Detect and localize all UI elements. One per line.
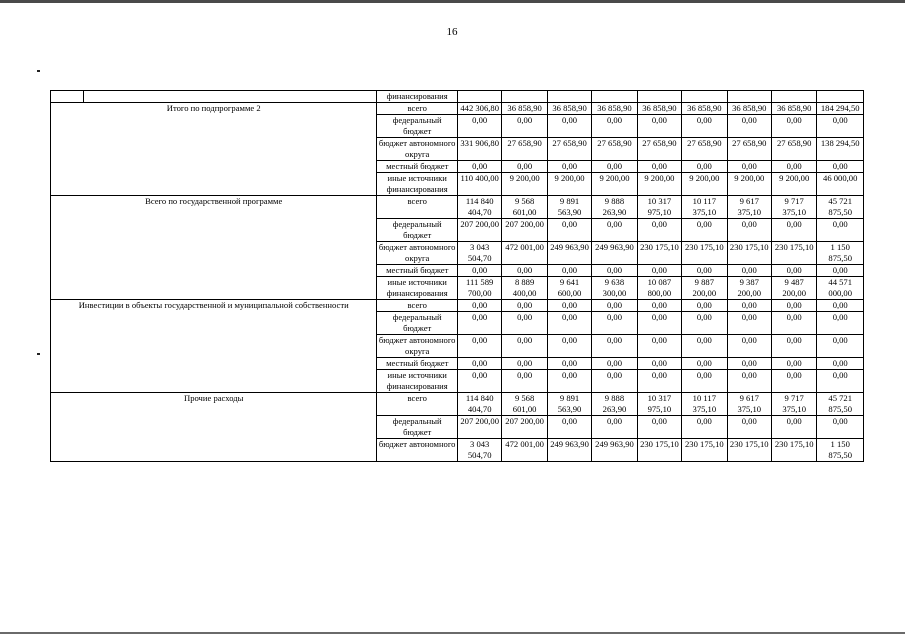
value-cell: 0,00	[592, 358, 637, 370]
table-row	[51, 300, 864, 312]
value-cell: 10 117 375,10	[682, 393, 727, 416]
value-cell: 0,00	[771, 300, 816, 312]
value-cell: 0,00	[547, 335, 591, 358]
value-cell: 9 617 375,10	[727, 196, 771, 219]
blank-cell	[84, 91, 377, 103]
value-cell: 0,00	[817, 265, 864, 277]
scan-bottom-edge	[0, 632, 905, 634]
value-cell: 0,00	[727, 335, 771, 358]
blank-cell	[771, 91, 816, 103]
value-cell: 27 658,90	[682, 138, 727, 161]
budget-table	[50, 90, 864, 462]
value-cell: 0,00	[457, 115, 501, 138]
value-cell: 36 858,90	[502, 103, 547, 115]
source-cell: федеральный бюджет	[377, 219, 458, 242]
value-cell: 0,00	[547, 115, 591, 138]
table-row	[51, 196, 864, 219]
value-cell: 9 887 200,00	[682, 277, 727, 300]
value-cell: 472 001,00	[502, 242, 547, 265]
scan-speck	[37, 70, 40, 72]
value-cell: 0,00	[682, 300, 727, 312]
value-cell: 0,00	[682, 335, 727, 358]
value-cell: 27 658,90	[592, 138, 637, 161]
source-cell: иные источники финансирования	[377, 173, 458, 196]
value-cell: 110 400,00	[457, 173, 501, 196]
source-cell: всего	[377, 103, 458, 115]
value-cell: 0,00	[637, 300, 681, 312]
value-cell: 9 641 600,00	[547, 277, 591, 300]
table-row	[51, 103, 864, 115]
value-cell: 0,00	[457, 358, 501, 370]
value-cell: 0,00	[682, 219, 727, 242]
value-cell: 0,00	[637, 335, 681, 358]
value-cell: 207 200,00	[457, 219, 501, 242]
value-cell: 0,00	[771, 370, 816, 393]
value-cell: 8 889 400,00	[502, 277, 547, 300]
value-cell: 230 175,10	[637, 439, 681, 462]
value-cell: 0,00	[592, 312, 637, 335]
value-cell: 0,00	[682, 416, 727, 439]
value-cell: 36 858,90	[637, 103, 681, 115]
value-cell: 0,00	[547, 358, 591, 370]
value-cell: 0,00	[547, 265, 591, 277]
value-cell: 0,00	[817, 300, 864, 312]
value-cell: 0,00	[727, 312, 771, 335]
section-name: Всего по государственной программе	[51, 196, 377, 300]
value-cell: 0,00	[771, 265, 816, 277]
blank-cell	[592, 91, 637, 103]
value-cell: 114 840 404,70	[457, 196, 501, 219]
source-cell: местный бюджет	[377, 358, 458, 370]
value-cell: 3 043 504,70	[457, 439, 501, 462]
value-cell: 9 200,00	[682, 173, 727, 196]
source-cell: федеральный бюджет	[377, 312, 458, 335]
value-cell: 0,00	[637, 265, 681, 277]
value-cell: 0,00	[637, 219, 681, 242]
value-cell: 0,00	[547, 370, 591, 393]
value-cell: 0,00	[547, 300, 591, 312]
value-cell: 0,00	[817, 335, 864, 358]
value-cell: 9 200,00	[502, 173, 547, 196]
source-cell: всего	[377, 196, 458, 219]
value-cell: 0,00	[637, 416, 681, 439]
value-cell: 0,00	[771, 115, 816, 138]
value-cell: 0,00	[502, 265, 547, 277]
value-cell: 9 568 601,00	[502, 393, 547, 416]
value-cell: 0,00	[771, 358, 816, 370]
value-cell: 9 891 563,90	[547, 393, 591, 416]
header-continuation-row	[51, 91, 864, 103]
value-cell: 36 858,90	[547, 103, 591, 115]
value-cell: 9 200,00	[547, 173, 591, 196]
value-cell: 0,00	[637, 161, 681, 173]
value-cell: 230 175,10	[727, 439, 771, 462]
section-name: Итого по подпрограмме 2	[51, 103, 377, 196]
value-cell: 0,00	[502, 370, 547, 393]
value-cell: 0,00	[817, 115, 864, 138]
scan-speck	[37, 353, 40, 355]
value-cell: 0,00	[457, 300, 501, 312]
value-cell: 249 963,90	[592, 439, 637, 462]
value-cell: 230 175,10	[682, 439, 727, 462]
value-cell: 0,00	[502, 312, 547, 335]
value-cell: 0,00	[502, 161, 547, 173]
value-cell: 0,00	[457, 335, 501, 358]
value-cell: 0,00	[457, 265, 501, 277]
value-cell: 0,00	[817, 370, 864, 393]
value-cell: 36 858,90	[771, 103, 816, 115]
value-cell: 0,00	[682, 115, 727, 138]
blank-cell	[817, 91, 864, 103]
value-cell: 331 906,80	[457, 138, 501, 161]
value-cell: 9 717 375,10	[771, 393, 816, 416]
value-cell: 442 306,80	[457, 103, 501, 115]
source-cell: финансирования	[377, 91, 458, 103]
value-cell: 27 658,90	[771, 138, 816, 161]
value-cell: 3 043 504,70	[457, 242, 501, 265]
value-cell: 0,00	[817, 219, 864, 242]
value-cell: 111 589 700,00	[457, 277, 501, 300]
value-cell: 0,00	[457, 161, 501, 173]
value-cell: 0,00	[727, 358, 771, 370]
value-cell: 0,00	[457, 370, 501, 393]
value-cell: 36 858,90	[682, 103, 727, 115]
value-cell: 0,00	[817, 161, 864, 173]
value-cell: 0,00	[592, 335, 637, 358]
value-cell: 249 963,90	[547, 439, 591, 462]
value-cell: 9 638 300,00	[592, 277, 637, 300]
value-cell: 230 175,10	[727, 242, 771, 265]
value-cell: 0,00	[771, 335, 816, 358]
source-cell: местный бюджет	[377, 265, 458, 277]
value-cell: 0,00	[771, 416, 816, 439]
value-cell: 9 891 563,90	[547, 196, 591, 219]
source-cell: иные источники финансирования	[377, 370, 458, 393]
value-cell: 0,00	[547, 416, 591, 439]
value-cell: 0,00	[502, 115, 547, 138]
value-cell: 207 200,00	[502, 219, 547, 242]
value-cell: 0,00	[682, 265, 727, 277]
scan-top-edge	[0, 0, 905, 3]
value-cell: 0,00	[592, 161, 637, 173]
blank-cell	[637, 91, 681, 103]
source-cell: федеральный бюджет	[377, 416, 458, 439]
value-cell: 10 317 975,10	[637, 196, 681, 219]
value-cell: 0,00	[817, 312, 864, 335]
value-cell: 0,00	[727, 300, 771, 312]
blank-cell	[682, 91, 727, 103]
value-cell: 0,00	[637, 358, 681, 370]
value-cell: 0,00	[771, 312, 816, 335]
value-cell: 207 200,00	[457, 416, 501, 439]
section-name: Инвестиции в объекты государственной и муниципальной собственности	[51, 300, 377, 393]
value-cell: 9 487 200,00	[771, 277, 816, 300]
value-cell: 207 200,00	[502, 416, 547, 439]
value-cell: 46 000,00	[817, 173, 864, 196]
value-cell: 1 150 875,50	[817, 439, 864, 462]
value-cell: 9 200,00	[592, 173, 637, 196]
value-cell: 36 858,90	[727, 103, 771, 115]
value-cell: 27 658,90	[727, 138, 771, 161]
value-cell: 36 858,90	[592, 103, 637, 115]
value-cell: 27 658,90	[637, 138, 681, 161]
value-cell: 0,00	[682, 358, 727, 370]
value-cell: 9 888 263,90	[592, 393, 637, 416]
value-cell: 9 200,00	[771, 173, 816, 196]
value-cell: 10 087 800,00	[637, 277, 681, 300]
value-cell: 9 387 200,00	[727, 277, 771, 300]
value-cell: 0,00	[592, 219, 637, 242]
value-cell: 9 717 375,10	[771, 196, 816, 219]
value-cell: 44 571 000,00	[817, 277, 864, 300]
value-cell: 9 200,00	[637, 173, 681, 196]
value-cell: 0,00	[771, 161, 816, 173]
source-cell: всего	[377, 393, 458, 416]
value-cell: 230 175,10	[637, 242, 681, 265]
source-cell: федеральный бюджет	[377, 115, 458, 138]
value-cell: 0,00	[592, 115, 637, 138]
blank-cell	[502, 91, 547, 103]
value-cell: 0,00	[727, 265, 771, 277]
value-cell: 0,00	[727, 219, 771, 242]
value-cell: 0,00	[727, 416, 771, 439]
value-cell: 10 317 975,10	[637, 393, 681, 416]
value-cell: 0,00	[682, 312, 727, 335]
value-cell: 249 963,90	[592, 242, 637, 265]
value-cell: 0,00	[502, 300, 547, 312]
source-cell: иные источники финансирования	[377, 277, 458, 300]
value-cell: 27 658,90	[502, 138, 547, 161]
value-cell: 45 721 875,50	[817, 393, 864, 416]
value-cell: 0,00	[547, 161, 591, 173]
source-cell: бюджет автономного округа	[377, 138, 458, 161]
value-cell: 10 117 375,10	[682, 196, 727, 219]
page-number: 16	[446, 26, 458, 38]
value-cell: 0,00	[592, 300, 637, 312]
value-cell: 0,00	[502, 335, 547, 358]
value-cell: 0,00	[502, 358, 547, 370]
value-cell: 0,00	[637, 370, 681, 393]
value-cell: 0,00	[592, 370, 637, 393]
value-cell: 9 617 375,10	[727, 393, 771, 416]
value-cell: 1 150 875,50	[817, 242, 864, 265]
value-cell: 0,00	[727, 115, 771, 138]
value-cell: 45 721 875,50	[817, 196, 864, 219]
source-cell: местный бюджет	[377, 161, 458, 173]
value-cell: 0,00	[547, 312, 591, 335]
value-cell: 0,00	[771, 219, 816, 242]
blank-cell	[547, 91, 591, 103]
value-cell: 0,00	[457, 312, 501, 335]
blank-cell	[457, 91, 501, 103]
value-cell: 0,00	[682, 370, 727, 393]
source-cell: бюджет автономного	[377, 439, 458, 462]
value-cell: 0,00	[547, 219, 591, 242]
value-cell: 9 888 263,90	[592, 196, 637, 219]
value-cell: 0,00	[637, 312, 681, 335]
value-cell: 472 001,00	[502, 439, 547, 462]
value-cell: 0,00	[592, 265, 637, 277]
value-cell: 114 840 404,70	[457, 393, 501, 416]
value-cell: 27 658,90	[547, 138, 591, 161]
blank-cell	[727, 91, 771, 103]
value-cell: 230 175,10	[771, 242, 816, 265]
value-cell: 9 568 601,00	[502, 196, 547, 219]
section-name: Прочие расходы	[51, 393, 377, 462]
source-cell: бюджет автономного округа	[377, 242, 458, 265]
source-cell: всего	[377, 300, 458, 312]
table-row	[51, 393, 864, 416]
value-cell: 0,00	[817, 358, 864, 370]
value-cell: 0,00	[682, 161, 727, 173]
value-cell: 249 963,90	[547, 242, 591, 265]
value-cell: 0,00	[727, 370, 771, 393]
value-cell: 0,00	[727, 161, 771, 173]
value-cell: 0,00	[637, 115, 681, 138]
value-cell: 0,00	[817, 416, 864, 439]
value-cell: 184 294,50	[817, 103, 864, 115]
value-cell: 138 294,50	[817, 138, 864, 161]
blank-cell	[51, 91, 84, 103]
source-cell: бюджет автономного округа	[377, 335, 458, 358]
value-cell: 230 175,10	[682, 242, 727, 265]
value-cell: 0,00	[592, 416, 637, 439]
value-cell: 9 200,00	[727, 173, 771, 196]
value-cell: 230 175,10	[771, 439, 816, 462]
